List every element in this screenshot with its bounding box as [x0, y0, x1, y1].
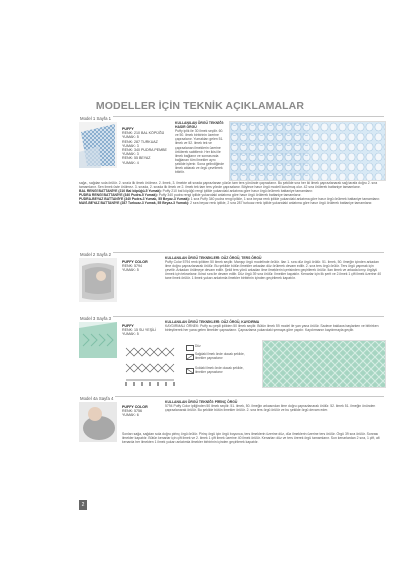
model-1-swatch	[229, 121, 386, 181]
material-line: RENK: 340 PUDRA PEMBE	[122, 148, 167, 153]
material-line: RENK: 5794	[122, 264, 142, 269]
legend-item	[186, 367, 256, 381]
technique-title: KULLANILAN ÖRGÜ TEKNİKLERİ: DÜZ ÖRGÜ, KAYDIRMA	[165, 320, 260, 324]
model-4-technique	[165, 400, 384, 412]
technique-title: KULLANILAN ÖRGÜ TEKNİĞİ: PİRİNÇ ÖRGÜ	[165, 400, 238, 404]
model-2-technique	[165, 256, 384, 281]
variant-1: BAL RENGİ BATTANİYE (210 Bal köpüğü-5 Yumak): Puffy 210 bal köpüğü rengi iplikle yukarıdaki anlatıma göre hasır örgü örülerek battaniye tamamlanır.	[79, 189, 314, 194]
model-1-body-text: sağa , sağdan sola örülür. 2. sıra/a ilk ilmek örülmez. 2. ilmek, 3. ilmekte alt sırada çaprazlanan yüzün tam ters yönünde çaprazlanır. Bu şekilde sıra her iki ilmek çaprazlanarak sağ tarafa doğru 2. sıra tamamlanır. Sen ilmek üste örülmez. 3. sırada, 2. sırada ilk ilmek ve 2. ilmek tek tam ters yönde çaprazlanır. Böylece hasır örgü modeli kurulmuş olur. 42 sıra örülerek battaniye tamamlanır.	[79, 181, 378, 190]
technique-text: KAYDIRMALI ÖRNEK: Puffy su yeşili iplikten 50 ilmek seçilir. Bütün ilmek 5'li model ile yan yana örülür. Sadece baklava başlarken ve bitirirken birleştirerek her yana gelen ilmekler çaprazlanır. Çaprazlama yukarıdaki şemaya göre yapılır. Kaydırmanın kaydırmayla geçilir.	[165, 324, 379, 333]
page-number: 2	[79, 500, 87, 510]
variant-2: PUDRA RENGİ BATTANİYE (340 Pudra-5 Yumak): Puffy 340 pudra rengi iplikle yukarıdaki anlatıma göre hasır örgü örülerek battaniye tamamlanır.	[79, 193, 302, 198]
model-1-photo	[79, 122, 117, 168]
model-2-photo	[79, 258, 117, 302]
model-1-technique	[175, 121, 225, 174]
legend-label: Soldaki ilmek önde olacak şekilde, ilmekler çaprazlanır	[195, 366, 244, 374]
technique-text: Puffy iplik ile 30 ilmek seçilir. 60. ve 50. ilmek birbirinin üzerine çaprazlanır. Yumakları gelen 51. ilmek ve 52. ilmek tek ve çaprazlanan ilmeklerin üzerine örtülerek sabitlenir. Her ikisi ile ilmek bağlanır ve sonrasında bağlanan tüm ilmekler aynı şekilde işlenir. Sona gelindiğinde ilmek atılarak ve örgü çevrilerek bitirilir.	[175, 129, 225, 175]
material-line: YUMAK: 5	[122, 135, 139, 140]
model-3-swatch	[262, 340, 386, 388]
material-line: YUMAK: 3	[122, 152, 139, 157]
model-1-body	[79, 181, 384, 206]
technique-text: Puffy Color 5794 renk iplikten 50 ilmek seçilir. Manşıp örgü modelinde örülür. Ilan 1. sıra düz örgü örülür. 51. ilmek, 50. ilmeğin içinden arkadan ilme doğru çaprazlanarak örülür. Bu şekilde bütün ilmekler arkadan düz örülerek devam edilir. 2. sıra ters örgü örülür. Ters örgü yapmak için çevrilir. Arkadan örülmeye devam edilir. Şekil ters yönü arkadan ilme ilmeklerin içerisinden geçirilerek örülür. Ilan ilmek ve arkada kırışı örgüyü örmek için tekrarlanır. İkinci sıra ile devam edilir. Düz örgü 39 sıra örülür. İlmekler kapatılır. Kenarlar için ilk şerit ve 2.ilmek 1 çift ilmek üzerine 40 tane ilmek örülür. 1 ilmek yukarı anlatımla ilmekler birbirinin içinden geçirilerek kapatılır.	[165, 260, 382, 281]
page-title: MODELLER İÇİN TEKNİK AÇIKLAMALAR	[95, 100, 305, 112]
variant-3: PUDRA-BEYAZ BATTANİYE (340 Pudra-3 Yumak, 55 Beyaz-3 Yumak): 1 sıra Puffy 340 pudra rengi iplikle, 1 sıra beyaz renk iplikle yukarıdaki anlatıma göre hasır örgü örülerek battaniye tamamlanır.	[79, 197, 381, 202]
legend-label: Sağdaki ilmek önde olacak şekilde, ilmekler çaprazlanır	[195, 352, 245, 360]
model-1-materials	[122, 127, 168, 165]
material-line: PUFFY	[122, 324, 134, 328]
material-line: RENK: 210 BAL KÖPÜĞÜ	[122, 131, 165, 136]
material-line: RENK: 55 BEYAZ	[122, 156, 151, 161]
material-line: PUFFY COLOR	[122, 405, 148, 409]
model-3-photo	[79, 322, 117, 358]
model-3-chart	[122, 344, 178, 388]
model-2-header-label: Model 2 Sayfa 2	[80, 252, 112, 257]
technique-text: 5794 Puffy Color ipliğinden 50 ilmek seçilir. 51. ilmek, 50. ilmeğin arkasından ilme doğru çaprazlanarak örülür. 52. ilmek 51. ilmeğin önünden çaprazlanarak örülür. Bu şekilde bütün ilmekler örülür. 2. sıra ters örgü örülür ve bu şekilde örgü devam eder.	[165, 404, 376, 413]
material-line: PUFFY	[122, 127, 134, 131]
technique-title: KULLANILAN ÖRGÜ TEKNİĞİ: HASIR ÖRGÜ	[175, 121, 224, 130]
model-4-body	[122, 432, 384, 444]
legend-box-icon	[186, 345, 194, 351]
model-3-legend	[186, 344, 256, 381]
model-4-header-label: Model 4a Sayfa 4	[80, 396, 114, 401]
model-3-technique	[165, 320, 384, 332]
material-line: PUFFY COLOR	[122, 260, 148, 264]
variant-4: MAVİ-BEYAZ BATTANİYE (287 Turkuaz-3 Yumak, 55 Beyaz-3 Yumak): 2 sıra beyaz renk iplikle, 2 sıra 287 turkuaz renk iplikle yukarıdaki anlatıma göre hasır örgü örülerek battaniye tamamlanır.	[79, 201, 373, 206]
model-3-materials	[122, 324, 162, 337]
model-4-materials	[122, 405, 162, 418]
material-line: RENK: 5756	[122, 409, 142, 414]
legend-label: Düz	[195, 344, 201, 348]
technique-title: KULLANILAN ÖRGÜ TEKNİKLERİ: DÜZ ÖRGÜ, TERS ÖRGÜ	[165, 256, 262, 260]
material-line: RENK: 287 TURKUAZ	[122, 139, 158, 144]
cross-left-icon	[186, 368, 194, 374]
material-line: YUMAK: 3	[122, 143, 139, 148]
material-line: YUMAK: 4	[122, 160, 139, 165]
material-line: RENK: 15 SU YEŞİLİ	[122, 328, 157, 333]
legend-item	[186, 353, 256, 367]
model-4-photo	[79, 402, 117, 442]
model-4-body-text: Sonları sağa, sağdan sola doğru pirinç örgü örülür. Pirinç örgü için örgü boyunca, ters ilmeklerin üzerine düz, düz ilmeklerin üzerine ters örülür. Örgü 39 sıra örülür. Sonrası ilmekler kapatılır. Bütün kenarlar için çift ilmek ve 2. ilmek 1 çift ilmek üzerine 40 ilmek örülür. Kenarları düz ve ters örerek örgü tamamlanır. Son kenarlardan 2 sıra, 1 çift, alt kenarda her ilmekten 1 ilmek yukarı anlatımla ilmekler birbirinin içinden geçirilerek kapatılır.	[122, 432, 380, 445]
model-1-header-label: Model 1 Sayfa 1	[80, 116, 112, 121]
material-line: YUMAK: 5	[122, 268, 139, 273]
model-3-header-label: Model 3 Sayfa 3	[80, 316, 112, 321]
model-2-materials	[122, 260, 162, 273]
material-line: YUMAK: 6	[122, 413, 139, 418]
cross-right-icon	[186, 354, 194, 360]
material-line: YUMAK: 5	[122, 332, 139, 337]
